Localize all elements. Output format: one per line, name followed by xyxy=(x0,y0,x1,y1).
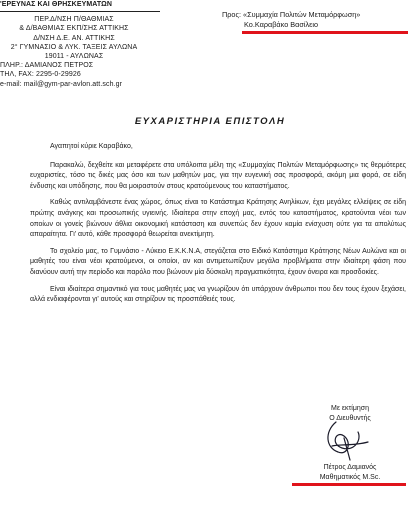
sender-header xyxy=(0,0,170,89)
header-phone-fax: ΤΗΛ, FAX: 2295-0-29926 xyxy=(0,71,81,79)
header-ministry-line: 'ΕΡΕΥΝΑΣ ΚΑΙ ΘΡΗΣΚΕΥΜΑΤΩΝ xyxy=(0,1,112,8)
recipient-block xyxy=(222,10,412,34)
header-divider xyxy=(0,11,160,12)
recipient-red-underline xyxy=(242,31,408,34)
letter-title: ΕΥΧΑΡΙΣΤΗΡΙΑ ΕΠΙΣΤΟΛΗ xyxy=(134,116,286,127)
signature-red-underline xyxy=(292,483,406,486)
header-education-level: & Δ/ΒΑΘΜΙΑΣ ΕΚΠ/ΣΗΣ ΑΤΤΙΚΗΣ xyxy=(19,25,129,33)
closing-regards: Με εκτίμηση xyxy=(331,405,369,412)
letter-paragraph-1: Παρακαλώ, δεχθείτε και μεταφέρετε στα υπόλοιπα μέλη της «Συμμαχίας Πολιτών Μεταμόρφωσης» τις θερμότερες ευχαριστίες, τόσο τις δικές μας όσο και των μαθητών μας, για την ευγενική σας προσφορά, ακόμη μια φορά, σε είδη ένδυσης και υπόδησης, που θα μοιραστούν στους κρατούμενους του καταστήματος. xyxy=(30,161,406,190)
letter-paragraph-3: Το σχολείο μας, το Γυμνάσιο - Λύκειο Ε.Κ.Κ.Ν.Α, στεγάζεται στο Ειδικό Κατάστημα Κράτησης Νέων Αυλώνα και οι μαθητές του είναι νέοι κρατούμενοι, οι οποίοι, αν και αντιμετωπίζουν μεγάλα προβλήματα στην ιδιαίτερη φάση που διανύουν αυτή την περίοδο και παρόλο που βιώνουν μία δύσκολη πραγματικότητα, έχουν όνειρα και προσδοκίες. xyxy=(30,247,406,276)
header-directorate: Δ/ΝΣΗ Δ.Ε. ΑΝ. ΑΤΤΙΚΗΣ xyxy=(33,34,115,42)
closing-role: Ο Διευθυντής xyxy=(329,414,371,422)
letter-body xyxy=(30,142,406,312)
signature-block xyxy=(290,404,410,486)
header-regional-directorate: ΠΕΡ.Δ/ΝΣΗ Π/ΘΑΘΜΙΑΣ xyxy=(34,16,114,24)
header-contact-person: ΠΛΗΡ.: ΔΑΜΙΑΝΟΣ ΠΕΤΡΟΣ xyxy=(0,62,94,70)
letter-paragraph-2: Καθώς αντιλαμβάνεστε ένας χώρος, όπως είναι το Κατάστημα Κράτησης Ανηλίκων, έχει μεγάλες ελλείψεις σε είδη πρώτης ανάγκης και προσωπικής υγιεινής. Ιδιαίτερα στην εποχή μας, εντός του καταστήματος, κρατούνται νέοι των οποίων οι γονείς βιώνουν άθλια οικονομική κατάσταση και συνεπώς δεν έχουν καμία ενίσχυση ούτε για τα απολύτως απαραίτητα. Γι' αυτό, κάθε προσφορά θεωρείται ανεκτίμητη. xyxy=(30,199,406,239)
recipient-organization: Προς: «Συμμαχία Πολιτών Μεταμόρφωση» xyxy=(222,10,361,19)
letter-paragraph-4: Είναι ιδιαίτερα σημαντικό για τους μαθητές μας να γνωρίζουν ότι υπάρχουν άνθρωποι που δεν τους έχουν ξεχάσει, αλλά ενδιαφέρονται γι' αυτούς και στηρίζουν τις προσπάθειές τους. xyxy=(30,285,406,304)
handwritten-signature xyxy=(314,418,374,462)
letter-greeting: Αγαπητοί κύριε Καραβάκο, xyxy=(50,143,133,150)
header-school-name: 2° ΓΥΜΝΑΣΙΟ & ΛΥΚ. ΤΑΞΕΙΣ ΑΥΛΩΝΑ xyxy=(10,43,138,51)
header-postal-code: 19011 - ΑΥΛΩΝΑΣ xyxy=(44,53,104,61)
signatory-title: Μαθηματικός M.Sc. xyxy=(319,473,381,481)
recipient-person: Κο.Καραβάκο Βασίλειο xyxy=(244,20,319,29)
signatory-name: Πέτρος Δαμιανός xyxy=(323,464,377,471)
header-email: e-mail: mail@gym-par-avlon.att.sch.gr xyxy=(0,80,123,88)
